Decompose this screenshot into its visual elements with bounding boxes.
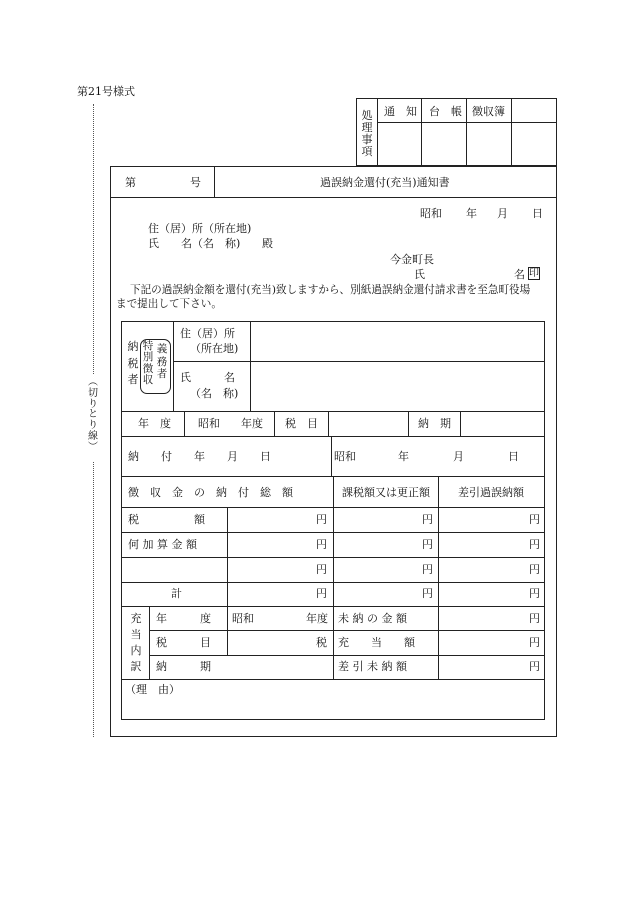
reason-label: （理 由） xyxy=(125,683,180,696)
cut-line-label: ︵ 切りとり線 ︶ xyxy=(88,377,98,453)
processing-label: 処理事項 xyxy=(361,109,373,158)
date-year: 年 xyxy=(466,207,477,220)
processing-header-collection-book: 徴収簿 xyxy=(472,105,505,118)
recipient-address-label: 住（居）所（所在地) xyxy=(148,222,252,235)
name-label-1: 氏 名 xyxy=(180,371,235,384)
processing-header-ledger: 台 帳 xyxy=(429,105,462,118)
yen-mark: 円 xyxy=(529,563,540,576)
date-day: 日 xyxy=(532,207,543,220)
corrected-amount-header: 課税額又は更正額 xyxy=(342,486,430,499)
yen-mark: 円 xyxy=(316,587,327,600)
cut-line-upper xyxy=(93,104,94,374)
total-paid-header: 徴 収 金 の 納 付 総 額 xyxy=(128,486,293,499)
cut-line-lower xyxy=(93,462,94,737)
address-label-2: （所在地) xyxy=(190,342,239,355)
payment-date-label: 納 付 年 月 日 xyxy=(128,450,271,463)
header-number-prefix: 第 xyxy=(125,176,136,189)
document-title: 過誤納金還付(充当)通知書 xyxy=(320,176,450,189)
fiscal-year-suffix: 年度 xyxy=(241,417,263,430)
yen-mark: 円 xyxy=(422,513,433,526)
seal-mark: 印 xyxy=(529,268,539,279)
alloc-fiscal-year-suffix: 年度 xyxy=(306,612,328,625)
recipient-honorific: 殿 xyxy=(262,237,273,250)
payment-date-day: 日 xyxy=(508,450,519,463)
issuer-shi: 氏 xyxy=(414,268,425,281)
allocation-label: 充当内訳 xyxy=(130,612,142,673)
alloc-allocated-label: 充 当 額 xyxy=(338,636,415,649)
refund-amount-header: 差引過誤納額 xyxy=(458,486,524,499)
processing-header-notice: 通 知 xyxy=(384,105,417,118)
row-total-label: 計 xyxy=(171,587,182,600)
yen-mark: 円 xyxy=(422,563,433,576)
issuer-mei: 名 xyxy=(514,268,525,281)
row-tax-amount-label: 税 額 xyxy=(128,513,205,526)
date-era: 昭和 xyxy=(420,207,442,220)
alloc-fiscal-year-era: 昭和 xyxy=(232,612,254,625)
issuer-title: 今金町長 xyxy=(390,253,434,266)
yen-mark: 円 xyxy=(529,538,540,551)
address-label-1: 住（居）所 xyxy=(180,327,235,340)
yen-mark: 円 xyxy=(316,513,327,526)
name-label-2: （名 称) xyxy=(190,387,239,400)
alloc-fiscal-year-label: 年 度 xyxy=(156,612,211,625)
yen-mark: 円 xyxy=(529,660,540,673)
message-line-1: 下記の過誤納金額を還付(充当)致しますから、別紙過誤納金還付請求書を至急町役場 xyxy=(130,284,531,296)
yen-mark: 円 xyxy=(529,513,540,526)
fiscal-year-label: 年 度 xyxy=(138,417,171,430)
tax-item-label: 税 目 xyxy=(285,417,318,430)
payment-date-month: 月 xyxy=(453,450,464,463)
yen-mark: 円 xyxy=(316,538,327,551)
header-number-suffix: 号 xyxy=(190,176,201,189)
yen-mark: 円 xyxy=(529,612,540,625)
alloc-tax-item-label: 税 目 xyxy=(156,636,211,649)
yen-mark: 円 xyxy=(422,538,433,551)
message-line-2: まで提出して下さい。 xyxy=(116,298,222,310)
alloc-period-label: 納 期 xyxy=(156,660,211,673)
yen-mark: 円 xyxy=(422,587,433,600)
obligor-label-obligor: 義務者 xyxy=(156,343,168,381)
payment-period-label: 納 期 xyxy=(418,417,451,430)
payment-date-era: 昭和 xyxy=(334,450,356,463)
fiscal-year-era: 昭和 xyxy=(198,417,220,430)
form-number: 第21号様式 xyxy=(77,85,135,98)
yen-mark: 円 xyxy=(529,636,540,649)
payment-date-year: 年 xyxy=(398,450,409,463)
taxpayer-label: 納税者 xyxy=(127,340,139,386)
yen-mark: 円 xyxy=(316,563,327,576)
obligor-label-special-collection: 特別徴収 xyxy=(142,340,154,386)
row-surcharge-label: 何 加 算 金 額 xyxy=(128,538,197,551)
yen-mark: 円 xyxy=(529,587,540,600)
date-month: 月 xyxy=(497,207,508,220)
alloc-tax-item-suffix: 税 xyxy=(316,636,327,649)
recipient-name-label: 氏 名（名 称) xyxy=(148,237,241,250)
alloc-unpaid-label: 未 納 の 金 額 xyxy=(338,612,407,625)
alloc-net-unpaid-label: 差 引 未 納 額 xyxy=(338,660,407,673)
